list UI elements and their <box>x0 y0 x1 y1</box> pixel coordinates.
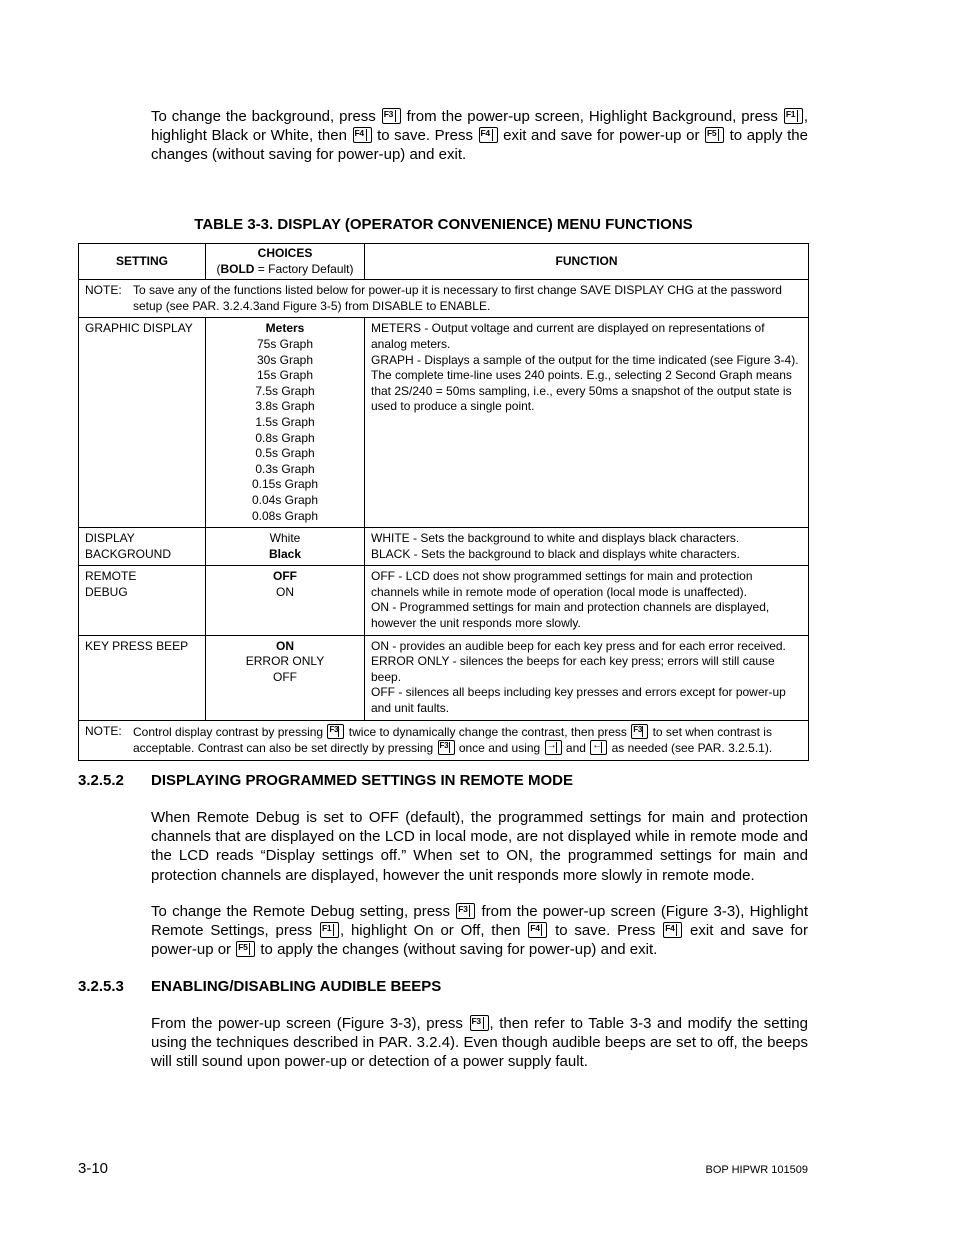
f4-key-icon: F4 <box>353 127 372 143</box>
note-label: NOTE: <box>85 723 122 738</box>
section-3-paragraph-1: From the power-up screen (Figure 3-3), press F3 , then refer to Table 3-3 and modify the setting using the techniques described in PAR. 3.2.4). Even though audible beeps are set to off, the beeps will still sound upon power-up or detection of a power supply fault. <box>151 1015 808 1071</box>
header-choices <box>206 244 365 280</box>
table-row <box>79 528 809 566</box>
note-label: NOTE: <box>85 283 122 298</box>
intro-text: To change the background, press <box>151 108 381 125</box>
f3-key-icon: F3 <box>470 1015 489 1031</box>
intro-paragraph <box>151 107 808 165</box>
display-menu-table <box>78 243 809 761</box>
intro-text: exit and save for power-up or <box>498 127 705 145</box>
intro-text: from the power-up screen, Highlight Background, press <box>401 108 783 125</box>
choices-cell: OFF ON <box>206 566 365 635</box>
table-header-row <box>79 244 809 280</box>
f3-key-icon: F3 <box>382 108 401 124</box>
header-choices-subtitle: (BOLD = Factory Default) <box>216 261 354 276</box>
f3-key-icon: F3 <box>631 724 648 739</box>
setting-cell: DISPLAY BACKGROUND <box>79 528 206 566</box>
function-cell: METERS - Output voltage and current are displayed on representations of analog meters. GRAPH - Displays a sample of the output for the time indicated (see Figure 3-4). The complete time-line uses 240 points. E.g., selecting 2 Second Graph means that 2S/240 = 50ms sampling, i.e., every 50ms a snapshot of the output state is used to produce a single point. <box>365 318 809 528</box>
function-cell: OFF - LCD does not show programmed settings for main and protection channels while in remote mode of operation (local mode is unaffected). ON - Programmed settings for main and protection channels are displayed, however the unit responds more slowly. <box>365 566 809 635</box>
header-setting: SETTING <box>79 244 206 280</box>
f3-key-icon: F3 <box>456 903 475 919</box>
f4-key-icon: F4 <box>528 922 547 938</box>
document-id: BOP HIPWR 101509 <box>705 1164 808 1176</box>
note-row-1 <box>79 280 809 318</box>
f1-key-icon: F1 <box>784 108 803 124</box>
setting-cell: REMOTE DEBUG <box>79 566 206 635</box>
note-text: Control display contrast by pressing F3 twice to dynamically change the contrast, then press F3 to set when contrast is acceptable. Contrast can also be set directly by pressing F3 once and using → and ← as needed (see PAR. 3.2.5.1). <box>133 724 773 756</box>
intro-text: to apply the changes (without saving for power-up) and exit. <box>151 127 808 164</box>
function-cell: WHITE - Sets the background to white and displays black characters. BLACK - Sets the background to black and displays white characters. <box>365 528 809 566</box>
header-choices-title: CHOICES <box>257 246 313 260</box>
f5-key-icon: F5 <box>236 941 255 957</box>
table-row <box>79 318 809 528</box>
left-arrow-key-icon: ← <box>590 740 607 755</box>
section-heading-3-2-5-3: 3.2.5.3 ENABLING/DISABLING AUDIBLE BEEPS <box>78 978 442 995</box>
intro-text: to save. Press <box>372 127 478 145</box>
intro-text: , highlight Black or White, then <box>151 108 809 145</box>
right-arrow-key-icon: → <box>545 740 562 755</box>
f3-key-icon: F3 <box>327 724 344 739</box>
note-row-2 <box>79 720 809 760</box>
setting-cell: KEY PRESS BEEP <box>79 635 206 720</box>
page-number: 3-10 <box>78 1160 109 1177</box>
section-2-paragraph-2: To change the Remote Debug setting, press F3 from the power-up screen (Figure 3-3), Highlight Remote Settings, press F1 , highlight On or Off, then F4 to save. Press F4 exit and save for power-up or F5 to apply the changes (without saving for power-up) and exit. <box>151 903 808 959</box>
f3-key-icon: F3 <box>438 740 455 755</box>
f5-key-icon: F5 <box>705 127 724 143</box>
function-cell: ON - provides an audible beep for each key press and for each error received. ERROR ONLY - silences the beeps for each key press; errors will still cause beep. OFF - silences all beeps including key presses and errors except for power-up and unit faults. <box>365 635 809 720</box>
table-row <box>79 566 809 635</box>
f4-key-icon: F4 <box>663 922 682 938</box>
f4-key-icon: F4 <box>479 127 498 143</box>
table-row <box>79 635 809 720</box>
choices-cell: Meters 75s Graph 30s Graph 15s Graph 7.5s Graph 3.8s Graph 1.5s Graph 0.8s Graph 0.5s Graph 0.3s Graph 0.15s Graph 0.04s Graph 0.08s Graph <box>206 318 365 528</box>
choices-cell: White Black <box>206 528 365 566</box>
setting-cell: GRAPHIC DISPLAY <box>79 318 206 528</box>
section-heading-3-2-5-2: 3.2.5.2 DISPLAYING PROGRAMMED SETTINGS IN REMOTE MODE <box>78 772 573 789</box>
f1-key-icon: F1 <box>320 922 339 938</box>
choices-cell: ON ERROR ONLY OFF <box>206 635 365 720</box>
section-2-paragraph-1: When Remote Debug is set to OFF (default), the programmed settings for main and protection channels that are displayed on the LCD in local mode, are not displayed while in remote mode and the LCD reads “Display settings off.” When set to ON, the programmed settings for main and protection channels are displayed, however the unit responds more slowly in remote mode. <box>151 809 808 884</box>
table-caption: TABLE 3-3. DISPLAY (OPERATOR CONVENIENCE) MENU FUNCTIONS <box>194 216 693 233</box>
header-function: FUNCTION <box>365 244 809 280</box>
note-text: To save any of the functions listed below for power-up it is necessary to first change SAVE DISPLAY CHG at the password setup (see PAR. 3.2.4.3and Figure 3-5) from DISABLE to ENABLE. <box>133 283 782 313</box>
